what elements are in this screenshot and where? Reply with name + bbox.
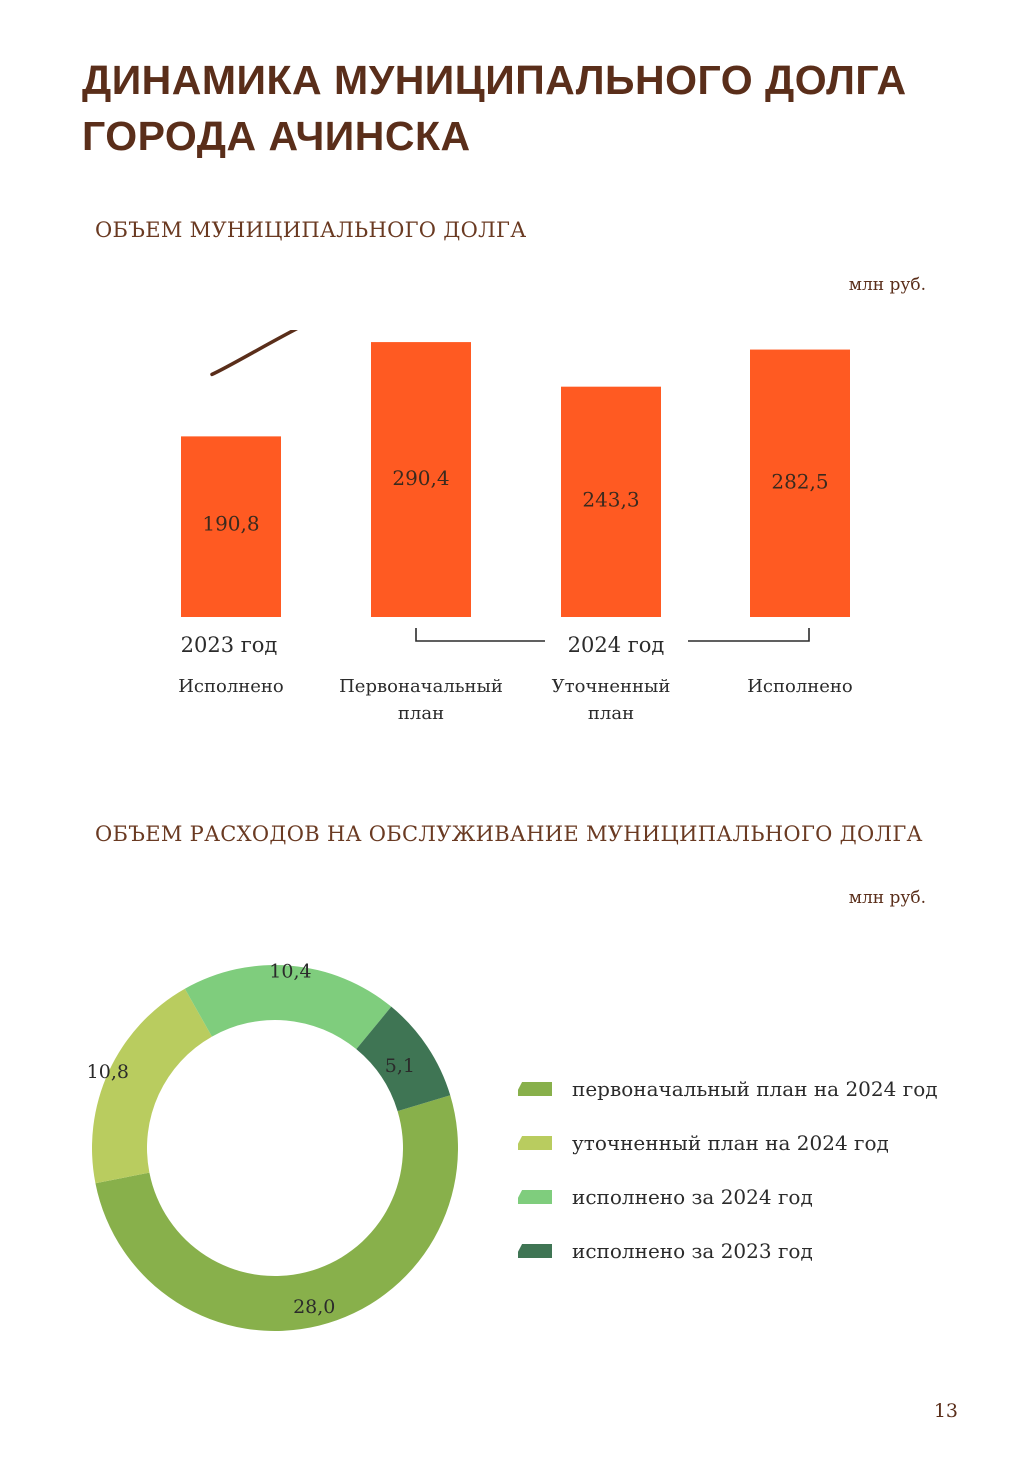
debt-section-title: ОБЪЕМ МУНИЦИПАЛЬНОГО ДОЛГА xyxy=(95,218,527,242)
trend-line xyxy=(212,330,810,374)
legend-item-0 xyxy=(518,1062,938,1116)
page-title: ДИНАМИКА МУНИЦИПАЛЬНОГО ДОЛГА ГОРОДА АЧИНСКА xyxy=(82,57,907,159)
service-donut-chart xyxy=(80,953,470,1343)
slice-value-label-1: 10,8 xyxy=(86,1061,129,1084)
legend-label-0: первоначальный план на 2024 год xyxy=(572,1077,938,1101)
category-label-0: Исполнено xyxy=(178,676,284,697)
bar-value-label-3: 282,5 xyxy=(771,469,829,494)
debt-unit-label: млн руб. xyxy=(848,275,926,295)
slice-value-label-0: 28,0 xyxy=(293,1296,336,1319)
slice-value-label-2: 10,4 xyxy=(269,960,312,983)
bracket-2024-left xyxy=(416,628,545,641)
legend-swatch-0 xyxy=(518,1082,552,1096)
donut-legend xyxy=(518,1062,938,1278)
slice-value-label-3: 5,1 xyxy=(384,1054,415,1077)
bar-value-label-1: 290,4 xyxy=(392,466,450,491)
legend-swatch-1 xyxy=(518,1136,552,1150)
service-section-title: ОБЪЕМ РАСХОДОВ НА ОБСЛУЖИВАНИЕ МУНИЦИПАЛЬНОГО ДОЛГА xyxy=(95,822,923,846)
donut-slice-0 xyxy=(95,1095,458,1331)
category-label-2: Уточненный план xyxy=(551,676,671,724)
legend-swatch-2 xyxy=(518,1190,552,1204)
legend-item-2 xyxy=(518,1170,938,1224)
legend-label-1: уточненный план на 2024 год xyxy=(572,1131,889,1155)
legend-item-1 xyxy=(518,1116,938,1170)
legend-label-2: исполнено за 2024 год xyxy=(572,1185,813,1209)
legend-swatch-3 xyxy=(518,1244,552,1258)
donut-slice-1 xyxy=(92,989,212,1184)
page-number: 13 xyxy=(933,1400,958,1422)
bracket-2024-right xyxy=(688,628,809,641)
service-unit-label: млн руб. xyxy=(848,888,926,908)
bar-value-label-0: 190,8 xyxy=(202,511,260,536)
group-label-2024: 2024 год xyxy=(567,633,665,657)
legend-label-3: исполнено за 2023 год xyxy=(572,1239,813,1263)
category-label-3: Исполнено xyxy=(747,676,853,697)
legend-item-3 xyxy=(518,1224,938,1278)
bar-value-label-2: 243,3 xyxy=(582,487,640,512)
category-label-1: Первоначальный план xyxy=(339,676,503,724)
debt-bar-chart xyxy=(0,330,1024,750)
group-label-2023: 2023 год xyxy=(180,633,278,657)
